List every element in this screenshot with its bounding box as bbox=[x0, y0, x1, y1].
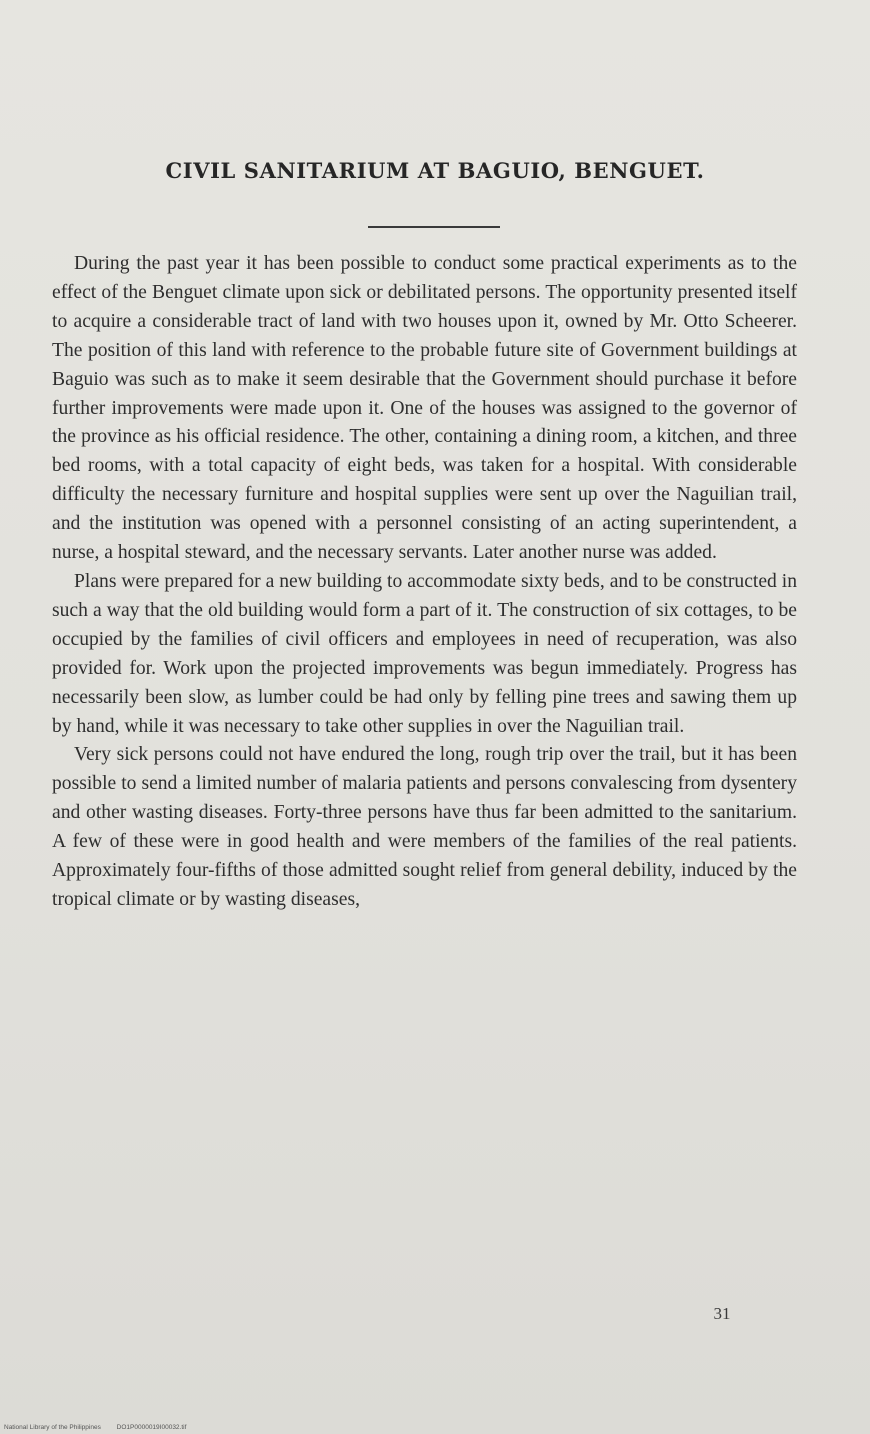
title-divider bbox=[368, 226, 500, 228]
page-number: 31 bbox=[713, 1304, 731, 1323]
footer-identifier: DO1P0000019I00032.tif bbox=[116, 1424, 187, 1431]
paragraph-3: Very sick persons could not have endured the long, rough trip over the trail, but it has been possible to send a limited number of malaria patients and persons convalescing from dysentery and other wasting diseases. Forty-three persons have thus far been admitted to the sanitarium. A few of these were in good health and were members of the families of the real patients. Approximately four-fifths of those admitted sought relief from general debility, induced by the tropical climate or by wasting diseases, bbox=[52, 744, 797, 910]
paragraph-1: During the past year it has been possible to conduct some practical experiments as to the effect of the Benguet climate upon sick or debilitated persons. The opportunity presented itself to acquire a considerable tract of land with two houses upon it, owned by Mr. Otto Scheerer. The position of this land with reference to the probable future site of Government buildings at Baguio was such as to make it seem desirable that the Government should purchase it before further improvements were made upon it. One of the houses was assigned to the governor of the province as his official residence. The other, containing a dining room, a kitchen, and three bed rooms, with a total capacity of eight beds, was taken for a hospital. With considerable difficulty the necessary furniture and hospital supplies were sent up over the Naguilian trail, and the institution was opened with a personnel consisting of an acting superintendent, a nurse, a hospital steward, and the necessary servants. Later another nurse was added. bbox=[52, 253, 797, 564]
body-text bbox=[52, 250, 797, 915]
footer-library: National Library of the Philippines bbox=[4, 1424, 101, 1431]
scan-footer bbox=[4, 1424, 186, 1431]
page-title: CIVIL SANITARIUM AT BAGUIO, BENGUET. bbox=[165, 158, 705, 183]
paragraph-2: Plans were prepared for a new building to accommodate sixty beds, and to be constructed in such a way that the old building would form a part of it. The construction of six cottages, to be occupied by the families of civil officers and employees in need of recuperation, was also provided for. Work upon the projected improvements was begun immediately. Progress has necessarily been slow, as lumber could be had only by felling pine trees and sawing them up by hand, while it was necessary to take other supplies in over the Naguilian trail. bbox=[52, 570, 797, 737]
